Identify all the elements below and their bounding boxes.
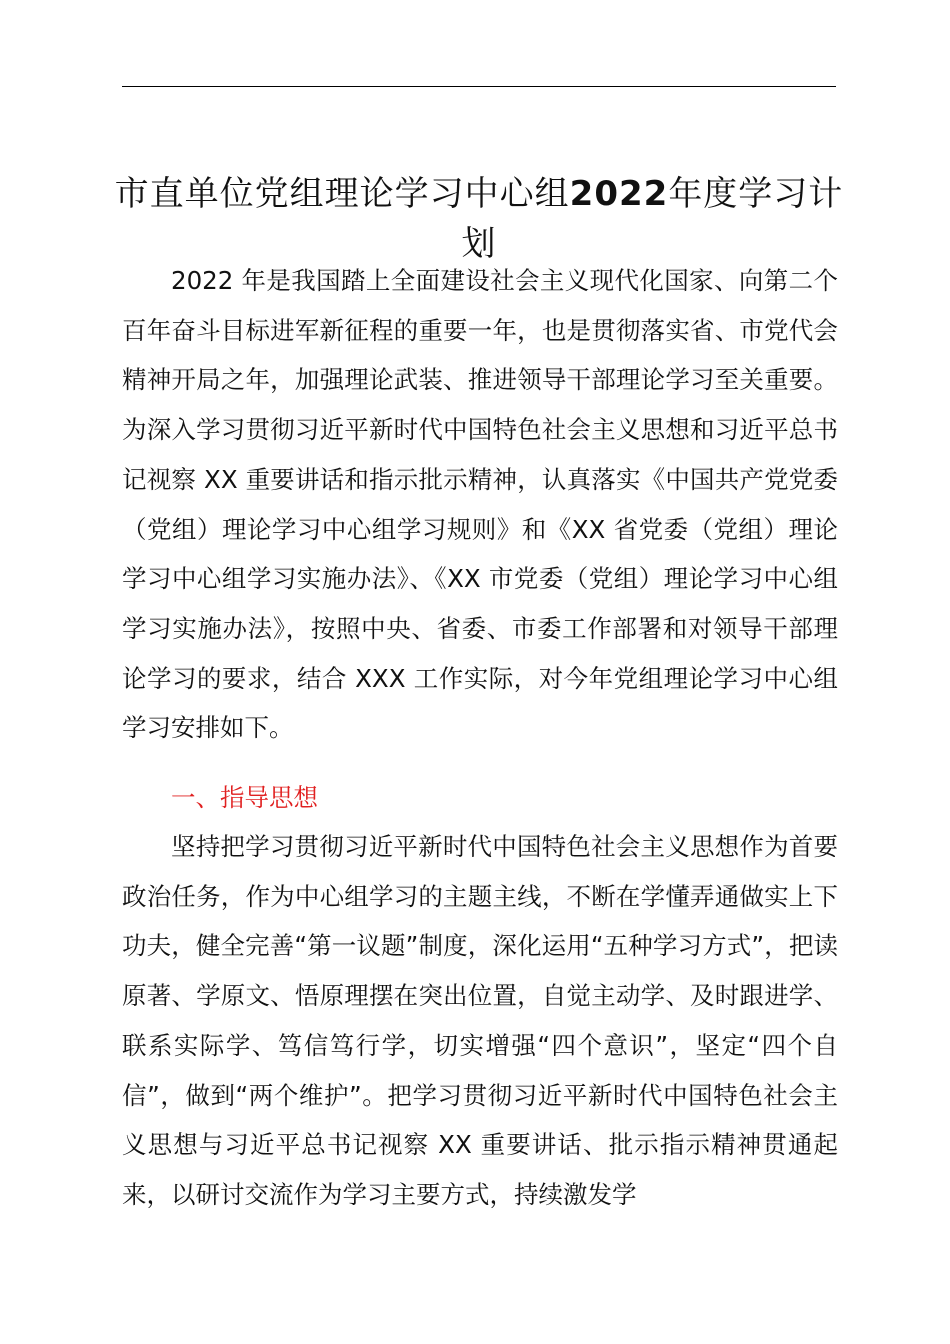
title-part1: 市直单位党组理论学习中心组 (114, 173, 570, 214)
section-heading-guiding-ideology: 一、指导思想 (171, 783, 318, 812)
intro-paragraph: 2022 年是我国踏上全面建设社会主义现代化国家、向第二个百年奋斗目标进军新征程的重要一年，也是贯彻落实省、市党代会精神开局之年，加强理论武装、推进领导干部理论学习至关重要。为深入学习贯彻习近平新时代中国特色社会主义思想和习近平总书记视察 XX 重要讲话和指示批示精神，认真落实《中国共产党党委（党组）理论学习中心组学习规则》和《XX 省党委（党组）理论学习中心组学习实施办法》、《XX 市党委（党组）理论学习中心组学习实施办法》，按照中央、省委、市委工作部署和对领导干部理论学习的要求，结合 XXX 工作实际，对今年党组理论学习中心组学习安排如下。 (122, 266, 838, 743)
guiding-ideology-paragraph: 坚持把学习贯彻习近平新时代中国特色社会主义思想作为首要政治任务，作为中心组学习的主题主线，不断在学懂弄通做实上下功夫，健全完善“第一议题”制度，深化运用“五种学习方式”，把读原著、学原文、悟原理摆在突出位置，自觉主动学、及时跟进学、联系实际学、笃信笃行学，切实增强“四个意识”，坚定“四个自信”，做到“两个维护”。把学习贯彻习近平新时代中国特色社会主义思想与习近平总书记视察 XX 重要讲话、批示指示精神贯通起来，以研讨交流作为学习主要方式，持续激发学 (122, 832, 838, 1209)
header-rule (122, 86, 836, 87)
document-title (110, 169, 848, 269)
title-year: 2022 (569, 173, 669, 214)
title-part2: 年度学习计划 (461, 173, 844, 264)
